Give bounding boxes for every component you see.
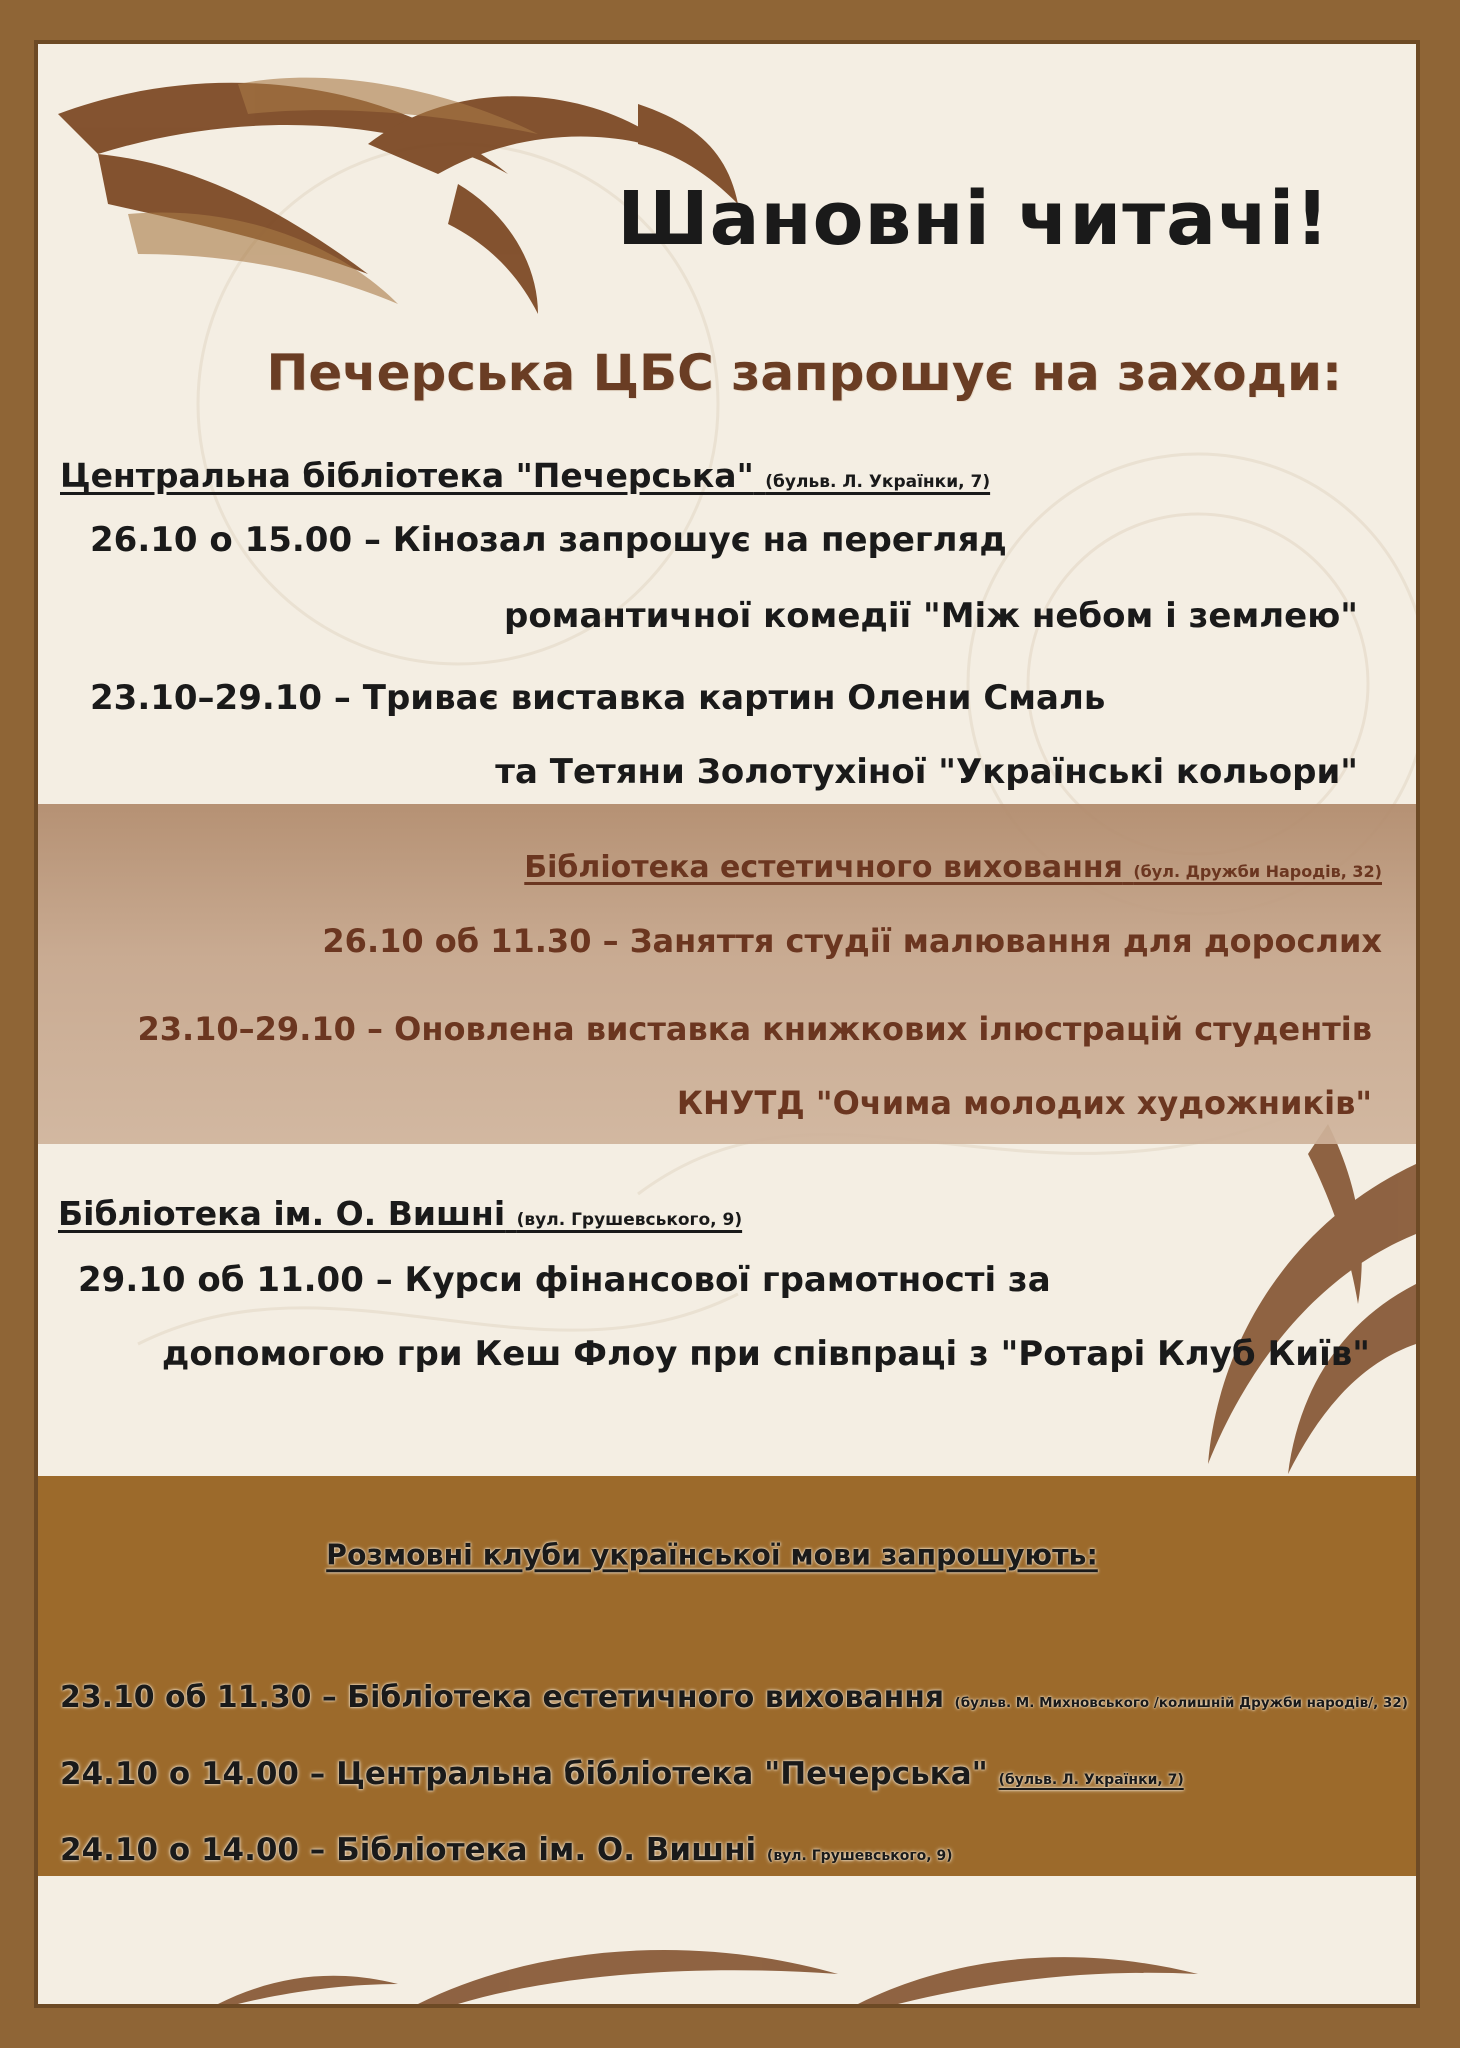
club-row-address: (бульв. Л. Українки, 7) [998, 1772, 1184, 1788]
clubs-heading: Розмовні клуби української мови запрошують: [326, 1538, 1098, 1572]
library-name: Бібліотека ім. О. Вишні [58, 1194, 506, 1233]
event-line: 26.10 о 15.00 – Кінозал запрошує на перегляд [90, 520, 1007, 560]
library-name: Бібліотека естетичного виховання [524, 850, 1123, 885]
library-address: (вул. Грушевського, 9) [516, 1210, 743, 1230]
page-subtitle: Печерська ЦБС запрошує на заходи: [266, 344, 1342, 402]
library-heading-pecherska [60, 456, 990, 495]
club-row-address: (вул. Грушевського, 9) [766, 1848, 953, 1864]
event-line: КНУТД "Очима молодих художників" [676, 1084, 1372, 1122]
club-row-address: (бульв. М. Михновського /колишній Дружби народів/, 32) [954, 1695, 1408, 1711]
event-line: 23.10–29.10 – Оновлена виставка книжкових ілюстрацій студентів [137, 1010, 1372, 1048]
library-heading-vyshni [58, 1194, 742, 1233]
event-line: 26.10 об 11.30 – Заняття студії малювання для дорослих [322, 922, 1382, 960]
section-band-bottom [38, 1476, 1416, 1876]
club-row [60, 1756, 1184, 1792]
poster [38, 44, 1416, 2004]
club-row [60, 1832, 953, 1868]
library-address: (бул. Дружби Народів, 32) [1133, 862, 1382, 881]
bottom-flourish [218, 1950, 1198, 2004]
right-flourish [1208, 1124, 1416, 1474]
library-address: (бульв. Л. Українки, 7) [765, 472, 991, 492]
event-line: допомогою гри Кеш Флоу при співпраці з "Ротарі Клуб Київ" [161, 1334, 1370, 1374]
club-row-text: 24.10 о 14.00 – Центральна бібліотека "Печерська" [60, 1756, 988, 1792]
page-title: Шановні читачі! [617, 176, 1330, 262]
event-line: 29.10 об 11.00 – Курси фінансової грамотності за [78, 1260, 1051, 1300]
club-row-text: 23.10 об 11.30 – Бібліотека естетичного виховання [60, 1680, 945, 1715]
library-heading-aesthetic [524, 850, 1382, 885]
event-line: романтичної комедії "Між небом і землею" [503, 596, 1358, 636]
club-row-text: 24.10 о 14.00 – Бібліотека ім. О. Вишні [60, 1832, 757, 1868]
event-line: 23.10–29.10 – Триває виставка картин Олени Смаль [90, 678, 1106, 718]
event-line: та Тетяни Золотухіної "Українські кольори" [495, 752, 1358, 792]
club-row [60, 1680, 1408, 1715]
library-name: Центральна бібліотека "Печерська" [60, 456, 754, 495]
